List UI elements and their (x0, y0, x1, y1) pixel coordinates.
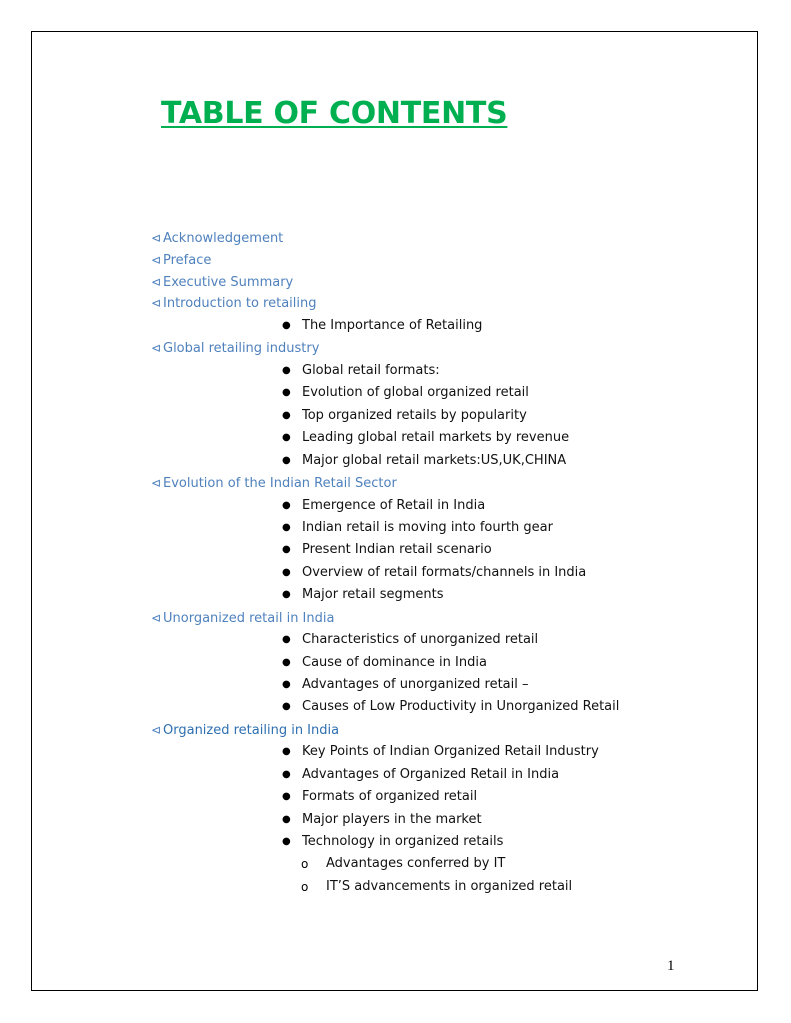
toc-section-label: Preface (163, 252, 212, 268)
toc-section-entry (151, 251, 211, 270)
toc-subsection-label: Formats of organized retail (302, 789, 478, 805)
bullet-dot-icon: ● (282, 836, 291, 847)
toc-section-entry (151, 229, 283, 248)
toc-subsection-label: Major global retail markets:US,UK,CHINA (302, 452, 567, 468)
toc-subsection-entry (282, 788, 478, 806)
toc-subsection-entry (282, 519, 553, 537)
toc-subsection-label: Major retail segments (302, 587, 444, 603)
toc-subsection-entry (282, 384, 529, 402)
bullet-circle-icon: o (301, 879, 309, 894)
toc-section-entry (151, 721, 339, 740)
bullet-dot-icon: ● (282, 746, 291, 758)
toc-section-entry (151, 273, 293, 292)
bullet-dot-icon: ● (282, 589, 291, 601)
toc-subsection-entry (282, 676, 529, 694)
bullet-dot-icon: ● (282, 566, 291, 578)
toc-subsection-label: Characteristics of unorganized retail (302, 632, 539, 648)
arrow-bullet-icon: ⊲ (151, 296, 162, 311)
bullet-dot-icon: ● (282, 320, 291, 331)
bullet-dot-icon: ● (282, 634, 291, 646)
toc-section-label: Introduction to retailing (163, 296, 317, 312)
bullet-dot-icon: ● (282, 432, 291, 444)
toc-section-entry (151, 294, 317, 313)
arrow-bullet-icon: ⊲ (151, 610, 162, 625)
toc-subsubsection-label: IT’S advancements in organized retail (326, 878, 573, 894)
toc-section-entry (151, 474, 397, 493)
toc-subsection-entry (282, 407, 527, 425)
toc-subsection-entry (282, 743, 599, 761)
toc-subsection-entry (282, 452, 567, 470)
bullet-dot-icon: ● (282, 768, 291, 780)
bullet-dot-icon: ● (282, 499, 291, 511)
toc-subsection-label: Global retail formats: (302, 363, 440, 378)
toc-section-label: Unorganized retail in India (163, 610, 335, 626)
toc-subsection-label: Major players in the market (302, 811, 482, 827)
toc-subsubsection-label: Advantages conferred by IT (326, 856, 506, 872)
bullet-dot-icon: ● (282, 387, 291, 399)
toc-subsection-label: Evolution of global organized retail (302, 385, 529, 401)
bullet-dot-icon: ● (282, 701, 291, 713)
toc-subsection-entry (282, 317, 483, 335)
toc-subsection-entry (282, 541, 492, 559)
toc-subsection-label: Top organized retails by popularity (302, 407, 527, 423)
arrow-bullet-icon: ⊲ (151, 252, 162, 267)
toc-subsection-entry (282, 833, 504, 851)
toc-subsection-entry (282, 698, 620, 716)
toc-subsection-label: Overview of retail formats/channels in India (302, 564, 587, 580)
toc-subsection-entry (282, 564, 587, 582)
bullet-circle-icon: o (301, 857, 309, 872)
bullet-dot-icon: ● (282, 365, 291, 376)
toc-subsubsection-entry (301, 878, 573, 896)
toc-section-entry (151, 609, 334, 628)
arrow-bullet-icon: ⊲ (151, 231, 162, 245)
toc-subsection-entry (282, 586, 444, 604)
toc-subsection-label: Causes of Low Productivity in Unorganized Retail (302, 699, 620, 715)
toc-subsection-label: Advantages of Organized Retail in India (302, 766, 560, 782)
toc-subsubsection-entry (301, 855, 506, 873)
arrow-bullet-icon: ⊲ (151, 476, 162, 490)
bullet-dot-icon: ● (282, 454, 291, 466)
toc-subsection-label: Cause of dominance in India (302, 654, 487, 670)
toc-section-entry (151, 339, 319, 358)
toc-subsection-entry (282, 654, 487, 672)
bullet-dot-icon: ● (282, 656, 291, 668)
bullet-dot-icon: ● (282, 522, 291, 533)
toc-subsection-entry (282, 497, 486, 515)
bullet-dot-icon: ● (282, 409, 291, 421)
toc-subsection-label: Present Indian retail scenario (302, 542, 492, 558)
toc-subsection-label: Technology in organized retails (302, 834, 504, 849)
toc-subsection-label: Advantages of unorganized retail – (302, 677, 529, 692)
toc-subsection-entry (282, 766, 560, 784)
toc-subsection-entry (282, 362, 440, 380)
arrow-bullet-icon: ⊲ (151, 722, 162, 737)
toc-section-label: Acknowledgement (163, 231, 284, 246)
arrow-bullet-icon: ⊲ (151, 341, 162, 356)
bullet-dot-icon: ● (282, 791, 291, 803)
toc-subsection-label: Key Points of Indian Organized Retail Industry (302, 744, 599, 760)
arrow-bullet-icon: ⊲ (151, 274, 162, 289)
page-number: 1 (667, 958, 675, 974)
toc-subsection-label: Emergence of Retail in India (302, 497, 486, 513)
toc-subsection-entry (282, 429, 570, 447)
toc-section-label: Organized retailing in India (163, 722, 340, 738)
toc-subsection-label: Indian retail is moving into fourth gear (302, 520, 553, 535)
toc-section-label: Global retailing industry (163, 341, 320, 357)
toc-subsection-label: The Importance of Retailing (302, 318, 483, 333)
toc-subsection-label: Leading global retail markets by revenue (302, 430, 570, 446)
bullet-dot-icon: ● (282, 544, 291, 556)
bullet-dot-icon: ● (282, 813, 291, 825)
toc-section-label: Evolution of the Indian Retail Sector (163, 476, 397, 491)
bullet-dot-icon: ● (282, 679, 291, 690)
page-title: TABLE OF CONTENTS (161, 96, 508, 131)
toc-subsection-entry (282, 631, 539, 649)
toc-section-label: Executive Summary (163, 274, 294, 290)
toc-subsection-entry (282, 811, 482, 829)
